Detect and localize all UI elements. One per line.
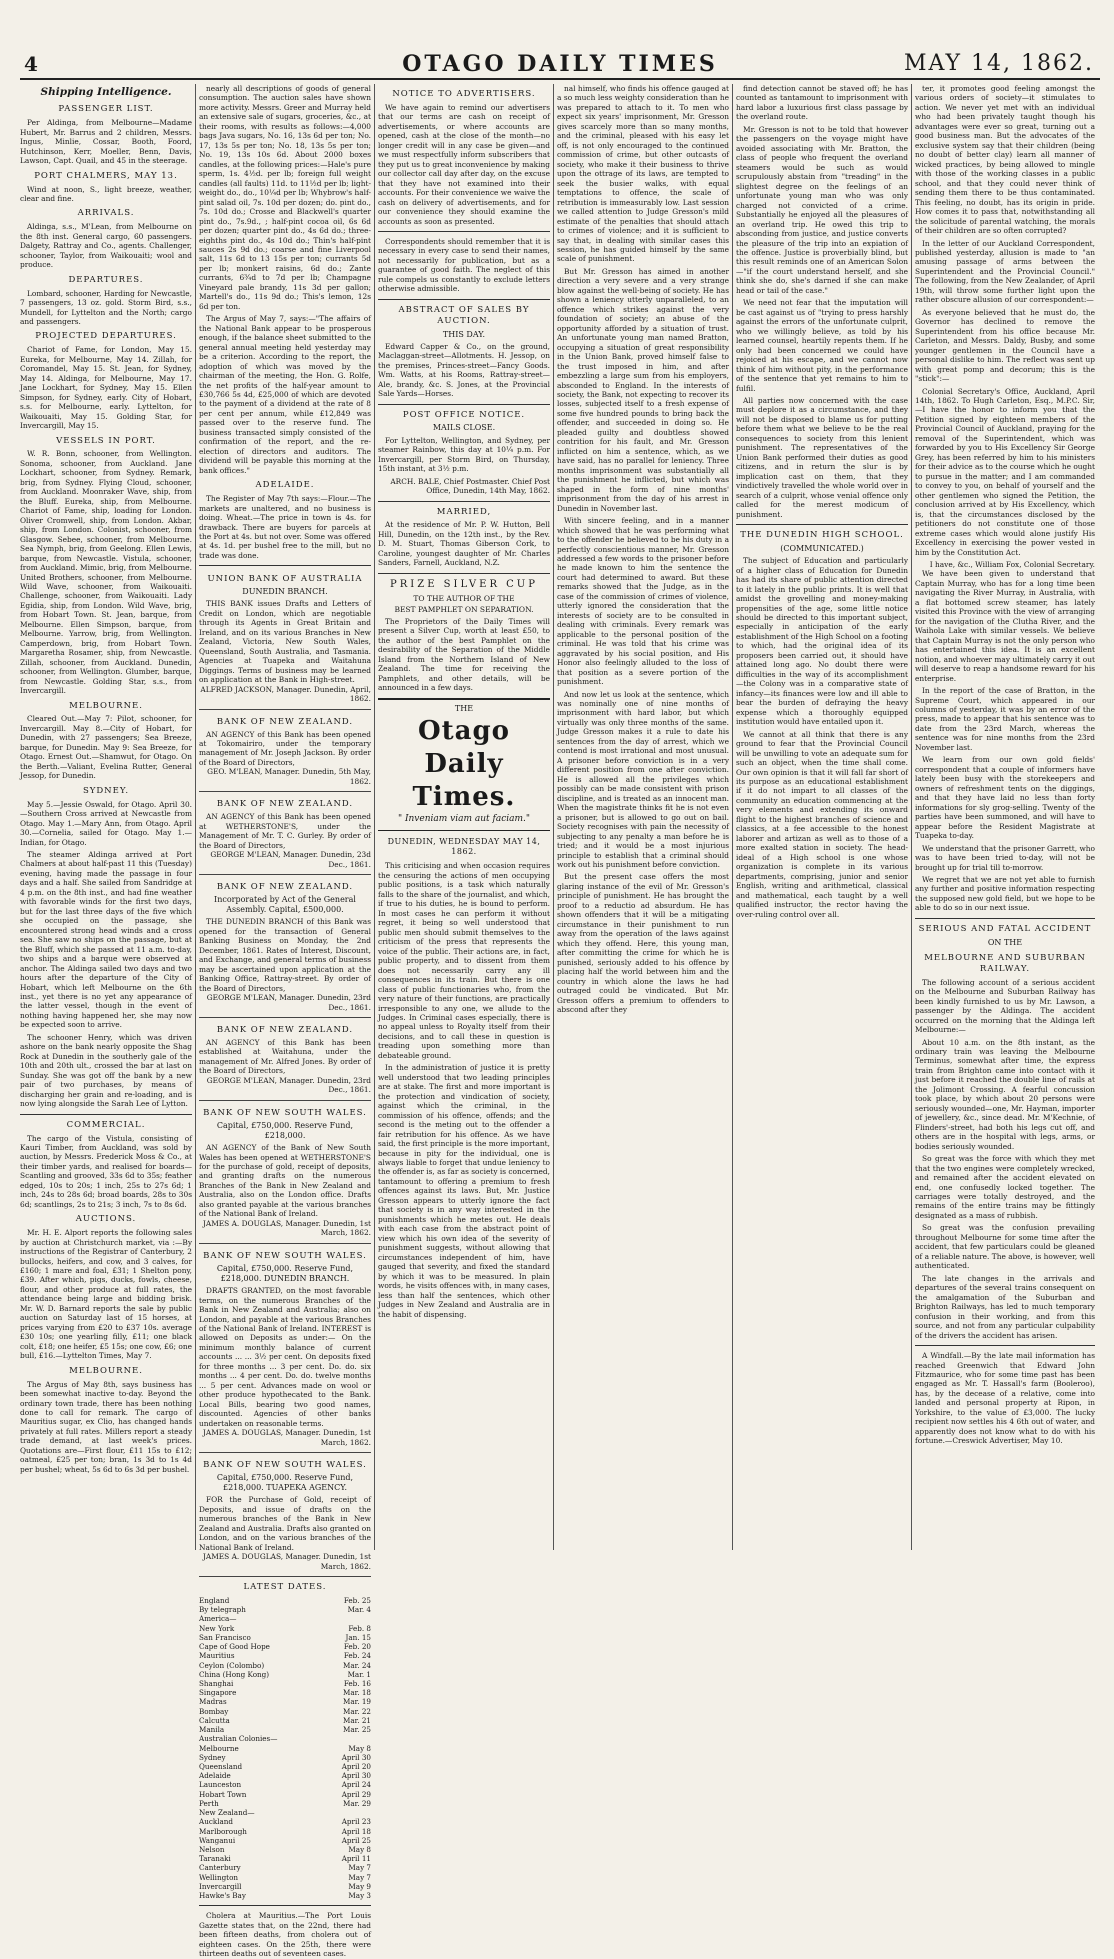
subsection-heading: ARRIVALS. [77,208,135,219]
ad-signature: GEORGE M'LEAN, Manager. Dunedin, 23d Dec., 1861. [210,850,371,869]
latest-dates-date: May 9 [348,1881,371,1891]
latest-dates-row [199,1808,371,1817]
paragraph: We have again to remind our advertisers that our terms are cash on receipt of advertisements, or where accounts are opened, cash at the close of the month—no longer credit will in any case be given—and we must respectfully inform subscribers that they put us to great inconvenience by making our collector call day after day, on the excuse that they have not examined into their accounts. For their convenience we waive the cash on delivery of advertisements, and for our convenience they should examine the accounts as soon as presented. [378,102,550,226]
divider [736,524,908,525]
notice-subheading: THIS DAY. [442,329,486,339]
latest-dates-row [199,1744,371,1753]
column-5-editorial [736,84,908,1550]
newspaper-title: OTAGO DAILY TIMES [402,51,718,77]
latest-dates-place: Bombay [199,1706,229,1716]
latest-dates-place: By telegraph [199,1605,246,1615]
issue-date: MAY 14, 1862. [903,51,1094,76]
column-6-news [915,84,1095,1550]
paragraph: The Argus of May 7, says:—"The affairs of the National Bank appear to be prosperous enough, if the balance sheet submitted to the general annual meeting held yesterday may be a criterion. According to the report, the adoption of which was moved by the chairman of the meeting, the Hon. G. Rolfe, the net profits of the half-year amount to £30,766 5s 4d, £25,000 of which are devoted to the payment of a dividend at the rate of 8 per cent per annum, while £12,849 was passed over to the reserve fund. The business transacted simply consisted of the confirmation of the report, and the re-election of directors and auditors. The dividend will be payable this morning at the bank offices." [199,314,371,475]
latest-dates-row [199,1891,371,1900]
ad-title: BANK OF NEW ZEALAND. [216,882,354,893]
latest-dates-date: April 24 [341,1780,371,1790]
notice-heading: POST OFFICE NOTICE. [402,409,526,420]
latest-dates-date: Mar. 18 [342,1688,371,1698]
ad-body: AN AGENCY of this Bank has been opened at WETHERSTONE'S, under the Management of Mr. T. C. Gurley. By order of the Board of Directors, [199,812,371,850]
latest-dates-place: Manila [199,1725,225,1735]
latest-dates-row [199,1799,371,1808]
latest-dates-place: America— [199,1614,237,1624]
latest-dates-row [199,1633,371,1642]
latest-dates-row [199,1688,371,1697]
latest-dates-date: April 25 [341,1835,371,1845]
latest-dates-row [199,1734,371,1743]
latest-dates-place: Queensland [199,1761,243,1771]
latest-dates-place: Cape of Good Hope [199,1642,270,1652]
paragraph: The Proprietors of the Daily Times will present a Silver Cup, worth at least £50, to the author of the best Pamphlet on the desirability of the Separation of the Middle Island from the Northern Island of New Zealand. The time for receiving the Pamphlets, and other details, will be announced in a few days. [378,616,550,692]
subsection-heading: MELBOURNE. [69,700,143,711]
latest-dates-place: Canterbury [199,1863,241,1873]
advertisement [199,1457,371,1577]
paragraph: In the report of the case of Bratton, in the Supreme Court, which appeared in our columns of yesterday, it was by an error of the press, made to appear that his sentence was to date from the 23rd March, whereas the sentence was for nine months from the 23rd November last. [915,686,1095,752]
column-rule [553,84,554,1550]
latest-dates-place: Adelaide [199,1771,231,1781]
latest-dates-heading: LATEST DATES. [243,1582,327,1593]
masthead [20,50,1100,80]
paragraph: Edward Capper & Co., on the ground, Maclaggan-street—Allotments. H. Jessop, on the premises, Princes-street—Fancy Goods. Wm. Watts, at his Rooms, Rattray-street—Ale, brandy, &c. S. Jones, at the Provincial Sale Yards—Horses. [378,341,550,399]
divider [378,299,550,300]
ad-signature: ALFRED JACKSON, Manager. Dunedin, April, 1862. [200,684,371,704]
subsection-heading: PASSENGER LIST. [58,104,154,115]
latest-dates-date: May 7 [348,1863,371,1873]
latest-dates-place: Hobart Town [199,1789,247,1799]
latest-dates-date: Jan. 15 [345,1632,371,1642]
article-heading: MELBOURNE AND SUBURBAN RAILWAY. [924,952,1086,974]
advertisement [199,1248,371,1453]
ad-title: BANK OF NEW ZEALAND. [216,799,354,810]
divider [199,1905,371,1906]
column-3-notices [378,84,550,1550]
subsection-heading: ADELAIDE. [255,480,315,491]
latest-dates-row [199,1882,371,1891]
paragraph: Correspondents should remember that it is necessary in every case to send their names, not necessarily for publication, but as a guarantee of good faith. The neglect of this rule compels us constantly to exclude letters otherwise admissible. [378,236,550,294]
divider [199,565,371,566]
paragraph: But Mr. Gresson has aimed in another direction a very severe and a very strange blow against the well-being of society. He has shown a leniency utterly unparalleled, to an offence which strikes against the very foundation of society; an abuse of the opportunity afforded by a situation of trust. An unfortunate young man named Bratton, occupying a situation of great responsibility in the Union Bank, proved himself false to the trust imposed in him, and after embezzling a large sum from his employers, absconded to England. In the interests of society, the Bank, not expecting to recover its losses, subjected itself to a fresh expense of some five hundred pounds to bring back the offender, and succeeded in doing so. He pleaded guilty and doubtless showed contrition for his fault, and Mr. Gresson inflicted on him a sentence, which, as we have said, has no parallel for leniency. Three months imprisonment was substantially all the punishment he inflicted, but which was shaped in the form of nine months' imprisonment from the day of his arrest in Dunedin in November last. [557,266,729,513]
latest-dates-row [199,1725,371,1734]
subsection-heading: MELBOURNE. [69,1365,143,1376]
paragraph: We need not fear that the imputation will be cast against us of "trying to press harshly against the errors of the unfortunate culprit, who we willingly believe, as told by his learned counsel, heartily repents them. If he only had been concerned we could have rejoiced at his escape, and we cannot now think of him without pity, in the performance of the sentence that yet remains to him to fulfil. [736,298,908,393]
paragraph: All parties now concerned with the case must deplore it as a circumstance, and they will not be disposed to blame us for putting before them what we believe to be the real consequences to society from this lenient punishment. The representatives of the Union Bank performed their duties as good citizens, and in return the slur is by implication cast on them, that they vindictively travelled the whole world over in search of a culprit, whose venial offence only called for the merest modicum of punishment. [736,396,908,519]
latest-dates-date: April 20 [341,1761,371,1771]
page-number: 4 [24,52,38,76]
article-subheading: ON THE [987,937,1023,947]
subsection-heading: VESSELS IN PORT. [56,435,156,446]
latest-dates-date: Mar. 25 [342,1725,371,1735]
latest-dates-place: Wanganui [199,1835,236,1845]
editorial-motto: " Inveniam viam aut faciam." [397,814,531,825]
paragraph: Wind at noon, S., light breeze, weather, clear and fine. [20,184,192,203]
ad-signature: JAMES A. DOUGLAS, Manager. Dunedin, 1st March, 1862. [202,1218,371,1238]
column-4-editorial [557,84,729,1550]
ad-subtitle: Capital, £750,000. Reserve Fund, £218,000. TUAPEKA AGENCY. [216,1472,354,1493]
latest-dates-row [199,1854,371,1863]
latest-dates-date: May 3 [348,1891,371,1901]
advertisement [199,1105,371,1244]
latest-dates-date: Feb. 25 [343,1596,371,1606]
paragraph: For Lyttelton, Wellington, and Sydney, per steamer Rainbow, this day at 10¼ p.m. For Invercargill, per Storm Bird, on Thursday, 15th instant, at 3½ p.m. [378,435,550,474]
latest-dates-date: May 8 [348,1844,371,1854]
paragraph: The Argus of May 8th, says business has been somewhat inactive to-day. Beyond the ordinary town trade, there has been nothing done to call for remark. The cargo of Mauritius sugar, ex Clio, has changed hands privately at full rates. Millers report a steady trade demand, at last week's prices. Quotations are—First flour, £11 15s to £12; oatmeal, £25 per ton; bran, 1s 3d to 1s 4d per bushel; wheat, 5s 6d to 6s 3d per bushel. [20,1379,192,1474]
latest-dates-place: Wellington [199,1872,239,1882]
latest-dates-row [199,1716,371,1725]
paragraph: As everyone believed that he must do, the Governor has declined to remove the Superintendent from his office because Mr. Carleton, and Messrs. Daldy, Busby, and some younger gentlemen in the Council have a personal dislike to him. The reflect was sent up with great pomp and decorum; this is the "stick":— [915,307,1095,384]
latest-dates-date: May 8 [348,1743,371,1753]
latest-dates-date [324,1614,371,1623]
paragraph: But the present case offers the most glaring instance of the evil of Mr. Gresson's principle of punishment. He has brought the proof to a reductio ad absurdum. He has shown offenders that it will be a mitigating circumstance in their punishment to run away from the operation of the laws against which they offend. Here, this young man, after committing the crime for which he is punished, seriously added to his offence by placing half the world between him and the country in which alone the laws he had outraged could be vindicated. But Mr. Gresson offers a premium to offenders to abscond after they [557,872,729,1014]
paragraph: The Register of May 7th says:—Flour.—The markets are unaltered, and no business is doing. Wheat.—The price in town is 4s. for drawback. There are buyers for parcels at the Port at 4s. but not over. Some was offered at 4s. 1d. per bushel free to the mill, but no trade was done. [199,494,371,560]
ad-signature: GEO. M'LEAN, Manager. Dunedin, 5th May, 1862. [207,767,371,786]
paragraph: And now let us look at the sentence, which was nominally one of nine months of imprisonment with hard labor, but which virtually was only three months of the same. Judge Gresson makes it a rule to date his sentences from the day of arrest, which we contend is most irrational and most unusual. A prisoner before conviction is in a very different position from one after conviction. He is allowed all the privileges which possibly can be made consistent with prison discipline, and is treated as an innocent man. When the magistrate thinks fit he is not even a prisoner, but is allowed to go out on bail. Society recognises with pain the necessity of subjecting to any penalty a man before he is tried; and it would be a most injurious principle to establish that a criminal should work out his punishment before conviction. [557,689,729,869]
divider [378,231,550,232]
latest-dates-place: Melbourne [199,1743,239,1753]
latest-dates-date: April 30 [341,1752,371,1762]
latest-dates-place: Shanghai [199,1679,234,1689]
advertisement [199,1022,371,1101]
ad-subtitle: Incorporated by Act of the General Assembly. Capital, £500,000. [214,894,356,915]
column-1-shipping [20,84,192,1550]
paragraph: This criticising and when occasion requires the censuring the actions of men occupying public positions, is a task which naturally falls to the share of the journalist, and which, if true to his duties, he is bound to perform. In most cases he can perform it without regret, it being so well understood that public men should submit themselves to the criticism of the press that represents the voice of the public. Their actions are, in fact, public property, and to dissent from them does not necessarily carry any ill consequences in its train. But there is one class of public functionaries who, from the very nature of their functions, are practically irresponsible to any one, we allude to the Judges. In Criminal cases especially, there is no appeal unless to Royalty itself from their decisions, and to call these in question is treading upon something more than debateable ground. [378,861,550,1060]
latest-dates-place: New Zealand— [199,1808,255,1818]
latest-dates-date: Mar. 22 [342,1706,371,1716]
editorial-the: THE [454,704,474,714]
ad-signature: GEORGE M'LEAN, Manager. Dunedin, 23rd Dec., 1861. [206,1075,371,1095]
column-rule [732,84,733,1550]
ad-body: FOR the Purchase of Gold, receipt of Deposits, and issue of drafts on the numerous branches of the Bank in New Zealand and Australia. Drafts also granted on London, and on the various branches of the National Bank of Ireland. [199,1495,371,1552]
latest-dates-date [324,1808,371,1817]
latest-dates-place: Australian Colonies— [199,1734,278,1744]
latest-dates-place: Madras [199,1697,227,1707]
paragraph: Mr. Gresson is not to be told that however the passengers on the voyage might have avoided associating with Mr. Bratton, the class of people who frequent the overland steamers would be such as would scrupulously abstain from "treading" in the slightest degree on the feelings of an unfortunate young man who was only charged not convicted of a crime. Substantially he enjoyed all the pleasures of an overland trip. He owed this trip to absconding from justice, and justice converts the pleasure of the trip into an expiation of the offence. Justice is proverbially blind, but this result reminds one of an American Solon—"if the court understand herself, and she think she do, she's darned if she can make head or tail of the case." [736,124,908,295]
ad-body: AN AGENCY of this Bank has been established at Waitahuna, under the management of Mr. Alfred Jones. By order of the Board of Directors, [199,1037,371,1076]
latest-dates-row [199,1605,371,1614]
notice-subheading: MAILS CLOSE. [432,423,496,433]
latest-dates-row [199,1651,371,1660]
subsection-heading: AUCTIONS. [75,1214,137,1225]
paragraph: In the letter of our Auckland Correspondent, published yesterday, allusion is made to "an amusing passage of arms between the Superintendent and the Provincial Council." The following, from the New Zealander, of April 19th, will throw some further light upon the rather obscure allusion of our correspondent:— [915,238,1095,305]
paragraph: find detection cannot be staved off; he has counted as tantamount to imprisonment with hard labor a luxurious first class passage by the overland route. [736,84,908,122]
latest-dates-row [199,1661,371,1670]
paragraph: Cholera at Mauritius.—The Port Louis Gazette states that, on the 22nd, there had been fifteen deaths, from cholera out of eighteen cases. On the 25th, there were thirteen deaths out of seventeen cases. [199,1911,371,1959]
latest-dates-place: New York [199,1623,235,1633]
latest-dates-date: Mar. 29 [342,1798,371,1808]
latest-dates-date: Mar. 4 [347,1605,371,1615]
notice-heading: NOTICE TO ADVERTISERS. [392,89,536,99]
ad-body: DRAFTS GRANTED, on the most favorable terms, on the numerous Branches of the Bank in New Zealand and Australia; also on London, and payable at the various Branches of the National Bank of Ireland. INTEREST is allowed on Deposits as under:— On the minimum monthly balance of current accounts ... ... 3½ per cent. On deposits fixed for three months ... 3 per cent. Do. do. six months ... 4 per cent. Do. do. twelve months ... 5 per cent. Advances made on wool or other produce hypothecated to the Bank. Local Bills, bearing two good names, discounted. Agencies of other banks undertaken on reasonable terms. [199,1286,371,1428]
paragraph: So great was the force with which they met that the two engines were completely wrecked, and remained after the accident elevated on end, one confusedly locked together. The carriages were totally destroyed, and the remains of the entire trains may be fittingly designated as a mass of rubbish. [915,1154,1095,1220]
latest-dates-row [199,1790,371,1799]
latest-dates-row [199,1697,371,1706]
letter-signature: I have, &c., William Fox, Colonial Secretary. [929,559,1095,569]
ad-signature: JAMES A. DOUGLAS, Manager. Dunedin, 1st March, 1862. [202,1552,371,1571]
latest-dates-place: Launceston [199,1780,242,1790]
latest-dates-place: China (Hong Kong) [199,1669,270,1679]
latest-dates-row [199,1827,371,1836]
paragraph: We understand that the prisoner Garrett, who was to have been tried to-day, will not be brought up for trial till to-morrow. [915,843,1095,872]
latest-dates-row [199,1836,371,1845]
divider [378,501,550,502]
latest-dates-date: Feb. 16 [343,1679,371,1689]
latest-dates-row [199,1670,371,1679]
column-rule [195,84,196,1550]
subsection-heading: SYDNEY. [82,785,130,796]
ad-signature: GEORGE M'LEAN, Manager. Dunedin, 23rd Dec., 1861. [206,993,371,1012]
latest-dates-date: Mar. 21 [342,1715,371,1725]
paragraph: We cannot at all think that there is any ground to fear that the Provincial Council will be unwilling to vote an adequate sum for such an object, when the time shall come. Our own opinion is that it will fall far short of its purpose as an educational establishment if it do not impart to all classes of the community an education commencing at the very elements and extending its onward flight to the highest branches of science and classics, at a fee accessible to the honest laborer and artizan as well as to those of a more exalted station in society. The head-ideal of a High school is one whose organization is complete in its various departments, comprising, junior and senior English, writing and arithmetical, classical and mathematical, each taught by a well qualified instructor, the rector having the over-ruling control over all. [736,729,908,919]
latest-dates-place: Mauritius [199,1651,235,1661]
editorial-dateline: DUNEDIN, WEDNESDAY MAY 14, 1862. [387,837,541,857]
section-title: Shipping Intelligence. [40,86,172,98]
prize-subheading: TO THE AUTHOR OF THE [413,593,515,603]
paragraph: Aldinga, s.s., M'Lean, from Melbourne on the 8th inst. General cargo, 60 passengers. Dalgety, Rattray and Co., agents. Challenger, schooner, Taylor, from Waikouaiti; wool and produce. [20,222,192,270]
latest-dates-place: Hawke's Bay [199,1891,246,1901]
ad-body: THE DUNEDIN BRANCH of this Bank was opened for the transaction of General Banking Business on Monday, the 2nd December, 1861. Rates of Interest, Discount, and Exchange, and general terms of business may be ascertained upon application at the Banking Office, Rattray-street. By order of the Board of Directors, [199,917,371,993]
column-2-banks [199,84,371,1959]
editorial-masthead [378,698,550,831]
paragraph: The schooner Henry, which was driven ashore on the bank nearly opposite the Shag Rock at Dunedin in the southerly gale of the 10th and 20th ult., crossed the bar at last on Sunday. She was got off the bank by a new pair of two purchases, by means of discharging her grain and re-loading, and is now lying alongside the Sarah Lee of Lytton. [20,1032,192,1109]
ad-body: THIS BANK issues Drafts and Letters of Credit on London, which are negotiable through its Agents in Great Britain and Ireland, and on its various Branches in New Zealand, Victoria, New South Wales, Queensland, South Australia, and Tasmania. Agencies at Tuapeka and Waitahuna Diggings. Terms of business may be learned on application at the Bank in High-street. [199,599,371,685]
paragraph: W. R. Bonn, schooner, from Wellington. Sonoma, schooner, from Auckland. Jane Lockhart, schooner, from Sydney. Remark, brig, from Sydney. Flying Cloud, schooner, from Auckland. Moonraker Wave, ship, from the Bluff. Eureka, ship, from Melbourne. Chariot of Fame, ship, loading for London. Oliver Cromwell, ship, from London. Akbar, ship, from London. Colonist, schooner, from Glasgow. Sebee, schooner, from Melbourne. Sea Nymph, brig, from Geelong. Ellen Lewis, barque, from Newcastle. Vistula, schooner, from Auckland. Mimic, brig, from Melbourne. United Brothers, schooner, from Melbourne. Wild Wave, schooner, from Waikouaiti. Challenge, schooner, from Waikouaiti. Lady Egidia, ship, from London. Wild Wave, brig, from Hobart Town. St. Jean, barque, from Melbourne. Ellen Simpson, barque, from Melbourne. Yarrow, brig, from Wellington. Camperdown, brig, from Hobart Town. Margaretha Rosamer, ship, from Newcastle. Zillah, schooner, from Auckland. Dunedin, schooner, from Wellington. Glumber, barque, from Newcastle. Golding Star, s.s., from Invercargill. [20,449,192,696]
paragraph: Lombard, schooner, Harding for Newcastle, 7 passengers, 13 oz. gold. Storm Bird, s.s., Mundell, for Lyttelton and the North; cargo and passengers. [20,288,192,326]
ad-title: BANK OF NEW ZEALAND. [216,716,354,727]
latest-dates-row [199,1845,371,1854]
ad-signature: JAMES A. DOUGLAS, Manager. Dunedin, 1st March, 1862. [202,1428,371,1447]
latest-dates-place: Marlborough [199,1826,247,1836]
subsection-heading: DEPARTURES. [68,274,144,285]
latest-dates-date: Feb. 24 [343,1651,371,1661]
latest-dates-date: Feb. 20 [343,1642,371,1652]
latest-dates-place: Nelson [199,1844,225,1854]
paragraph: We learn from our own gold fields' correspondent that a couple of informers have lately been busy with the storekeepers and owners of refreshment tents on the diggings, and that they have laid no less than forty informations for sly grog-selling. Twenty of the parties have been summoned, and will have to appear before the Resident Magistrate at Tuapeka to-day. [915,755,1095,841]
paragraph: The late changes in the arrivals and departures of the several trains consequent on the amalgamation of the Suburban and Brighton Railways, has led to much temporary confusion in their working, and from this source, and not from any particular culpability of the drivers the accident has arisen. [915,1273,1095,1340]
latest-dates-table [199,1596,371,1900]
paragraph: In the administration of justice it is pretty well understood that two leading principles are at stake. The first and more important is the protection and vindication of society, against which the criminal, in the commission of his offence, offends; and the second is the meting out to the offender a fair retribution for his offence. As we have said, the first principle is the more important, because in pity for the individual, one is always liable to forget that undue leniency to the offender is, as far as society is concerned, tantamount to offering a premium to fresh offences against its laws. But, Mr. Justice Gresson appears to utterly ignore the fact that society is in any way interested in the punishments which he metes out. He deals with each case from the abstract point of view which his own idea of the severity of punishment suggests, without allowing that circumstances independent of him, have gauged that severity, and fixed the standard by which it was to be measured. In plain words, he visits offences with, in many cases, less than half the sentences, which other Judges in New Zealand and Australia are in the habit of dispensing. [378,1063,550,1319]
latest-dates-date: Mar. 19 [342,1697,371,1707]
latest-dates-date: Feb. 8 [348,1623,371,1633]
subsection-heading: PROJECTED DEPARTURES. [35,331,177,342]
paragraph: The steamer Aldinga arrived at Port Chalmers at about half-past 11 this (Tuesday) evening, having made the passage in four days and a half. She sailed from Sandridge at 4 p.m. on the 8th inst., and had fine weather with favorable winds for the first two days, but for the last three days of the five which she occupied on the passage, she encountered strong head winds and a cross sea. She saw no ships on the passage, but at the Bluff, which she passed at 11 a.m. to-day, two ships and a barque were observed at anchor. The Aldinga sailed two days and two hours after the departure of the City of Hobart, which left Melbourne on the 6th inst., yet there is no yet any appearance of the latter vessel, though in the event of nothing having happened her, she may now be expected soon to arrive. [20,849,192,1030]
latest-dates-date: May 7 [348,1872,371,1882]
notice-heading: ABSTRACT OF SALES BY AUCTION. [398,304,530,326]
advertisement [199,571,371,709]
paragraph: The subject of Education and particularly of a higher class of Education for Dunedin has had its share of public attention directed to it lately in the public prints. It is well that amidst the grovelling and money-making propensities of the age, some little notice should be directed to this important subject, especially in anticipation of the early establishment of the High School on a footing to which, had the original idea of its proposers been carried out, it should have attained long ago. No doubt there were difficulties in the way of its accomplishment—the Colony was in a comparative state of infancy—its finances were low and ill able to bear the burden of defraying the heavy expense which a thoroughly equipped institution would have entailed upon it. [736,556,908,727]
latest-dates-place: San Francisco [199,1632,251,1642]
paragraph: The following account of a serious accident on the Melbourne and Suburban Railway has been kindly furnished to us by Mr. Lawson, a passenger by the Aldinga. The accident occurred on the morning that the Aldinga left Melbourne:— [915,977,1095,1035]
divider [378,404,550,405]
paragraph: With sincere feeling, and in a manner which showed that he was performing what to the offender he believed to be his duty in a perfectly conscientious manner, Mr. Gresson addressed a few words to the prisoner before he made known to him the sentence the court had determined to award. But these remarks showed that the Judge, as in the case of the commission of crimes of violence, utterly ignored the consideration that the interests of society are to be consulted in dealing with criminals. Every remark was applicable to the personal position of the criminal. He was told that his crime was aggravated by his social position, and His Honor also feelingly alluded to the loss of that position as a severe portion of the punishment. [557,516,729,687]
paragraph: nearly all descriptions of goods of general consumption. The auction sales have shown more activity. Messrs. Greer and Murray held an extensive sale of sugars, groceries, &c., at their rooms, with results as follows:—4,000 bags Java sugars, No. 16, 13s 6d per ton; No. 17, 13s 5s per ton; No. 18, 13s 5s per ton; No. 19, 13s 10s 6d. About 2000 boxes candles, at the following prices:—Hale's pure sperm, 1s. 4½d. per lb; foreign full weight candles (all faults) 11d. to 11½d per lb; light-weight do., do., 10¼d per lb; Whybrow's half-pint salad oil, 7s. 10d per dozen; do. pint do., 7s. 10d do.; Crosse and Blackwell's quarter pint do., 7s.9d., ; half-pint cocoa oil, 6s 6d per dozen; quarter pint do., 4s 6d do.; three-eighths pint do., 4s 10d do.; Thin's half-pint sauces 2s 9d do.; coarse and fine Liverpool salt, 11s 6d to 13 15s per ton; currants 5d per lb; monkert raisins, 6d do.; Zante currants, 6¾d to 7d per lb; Champagne Vineyard pale brandy, 11s 3d per gallon; Martell's do., 11s 9d do.; This's lemon, 12s 6d per ton. [199,84,371,311]
latest-dates-place: Ceylon (Colombo) [199,1660,265,1670]
latest-dates-row [199,1780,371,1789]
paragraph: Colonial Secretary's Office, Auckland, April 14th, 1862. To Hugh Carleton, Esq., M.P.C. Sir,—I have the honor to inform you that the Petition signed by eighteen members of the Provincial Council of Auckland, praying for the removal of the Superintendent, which was forwarded by you to His Excellency Sir George Grey, has been referred by him to his ministers for their advice as to the course which he ought to pursue in the matter; and I am commanded to convey to you, on behalf of yourself and the other gentlemen who signed the Petition, the conclusion arrived at by His Excellency, which is, that the circumstances disclosed by the petitioners do not constitute one of those extreme cases which would alone justify His Excellency in exercising the power vested in him by the Constitution Act. [915,386,1095,557]
latest-dates-row [199,1642,371,1651]
latest-dates-place: Calcutta [199,1715,230,1725]
ad-body: AN AGENCY of the Bank of New South Wales has been opened at WETHERSTONE'S for the purchase of gold, receipt of deposits, and granting drafts on the numerous Branches of the Bank in New Zealand and Australia, also on the London office. Drafts also granted payable at the various branches of the National Bank of Ireland. [199,1143,371,1219]
paragraph: Mr. H. E. Alport reports the following sales by auction at Christchurch market, via :—By instructions of the Registrar of Canterbury, 2 bullocks, heifers, and cow, and 3 calves, for £160; 1 mare and foal, £31; 1 Shelton pony, £39. After which, pigs, ducks, fowls, cheese, flour, and other produce at full rates, the attendance being large and bidding brisk. Mr. W. D. Barnard reports the sale by public auction on Saturday last of 15 horses, at prices varying from £20 to £37 10s. average £30 10s; one yearling filly, £11; one black colt, £18; one heifer, £5 15s; one cow, £6; one bull, £16.—Lyttelton Times, May 7. [20,1228,192,1361]
latest-dates-place: Invercargill [199,1881,242,1891]
latest-dates-date: April 23 [341,1817,371,1827]
prize-subheading: BEST PAMPHLET ON SEPARATION. [394,605,534,615]
paragraph: We regret that we are not yet able to furnish any further and positive information respecting the supposed new gold field, but we hope to be able to do so in our next issue. [915,874,1095,913]
latest-dates-row [199,1596,371,1605]
subsection-heading: COMMERCIAL. [66,1119,146,1130]
latest-dates-place: Taranaki [199,1854,231,1864]
paragraph: A Windfall.—By the late mail information has reached Greenwich that Edward John Fitzmaurice, who for some time past has been engaged as Mr. T. Hassall's farm (Booleroo), has, by the decease of a relative, come into landed and personal property at Ripon, in Yorkshire, to the value of £3,000. The lucky recipient now settles his 4 6th out of water, and apparently does not know what to do with his fortune.—Creswick Advertiser, May 10. [915,1351,1095,1446]
divider [378,573,550,574]
ad-body: AN AGENCY of this Bank has been opened at Tokomairiro, under the temporary management of Mr. Joseph Jackson. By order of the Board of Directors, [199,729,371,767]
latest-dates-place: Sydney [199,1752,226,1762]
divider [915,918,1095,919]
paragraph: May 5.—Jessie Oswald, for Otago. April 30.—Southern Cross arrived at Newcastle from Otago. May 1.—Mary Ann, from Otago. April 30.—Cornelia, sailed for Otago. May 1.—Indian, for Otago. [20,799,192,847]
advertisement [199,879,371,1018]
ad-subtitle: Capital, £750,000. Reserve Fund, £218,000. DUNEDIN BRANCH. [216,1263,354,1283]
latest-dates-date [324,1734,371,1743]
prize-heading: PRIZE SILVER CUP [390,578,538,590]
latest-dates-row [199,1624,371,1633]
ad-title: UNION BANK OF AUSTRALIA [207,574,363,585]
latest-dates-row [199,1753,371,1762]
paragraph: So great was the confusion prevailing throughout Melbourne for some time after the accident, that few particulars could be gleaned of a reliable nature. The above, is however, well authenticated. [915,1223,1095,1271]
latest-dates-place: England [199,1596,230,1606]
ad-subtitle: DUNEDIN BRANCH. [242,587,328,597]
column-rule [911,84,912,1550]
latest-dates-row [199,1614,371,1623]
ad-title: BANK OF NEW ZEALAND. [216,1025,354,1036]
latest-dates-place: Auckland [199,1817,234,1827]
paragraph: At the residence of Mr. P. W. Hutton, Bell Hill, Dunedin, on the 12th inst., by the Rev. D. M. Stuart, Thomas Giberson Cork, to Caroline, youngest daughter of Mr. Charles Sanders, Farnell, Auckland, N.Z. [378,520,550,568]
notice-heading: MARRIED, [436,506,492,517]
latest-dates-place: Perth [199,1798,219,1808]
article-heading: SERIOUS AND FATAL ACCIDENT [918,923,1092,934]
article-subheading: (COMMUNICATED.) [780,543,864,553]
paragraph: Per Aldinga, from Melbourne—Madame Hubert, Mr. Barrus and 2 children, Messrs. Ingus, Minlie, Cossar, Booth, Foord, Hutchinson, Kerr, Moeller, Benn, Davis, Lawson, Capt. Quail, and 45 in the steerage. [20,118,192,166]
ad-title: BANK OF NEW SOUTH WALES. [203,1460,367,1471]
latest-dates-row [199,1873,371,1882]
latest-dates-date: April 18 [341,1826,371,1836]
advertisement [199,714,371,793]
latest-dates-place: Singapore [199,1688,237,1698]
latest-dates-date: April 11 [341,1854,371,1864]
latest-dates-row [199,1707,371,1716]
paragraph: The cargo of the Vistula, consisting of Kauri Timber, from Auckland, was sold by auction, by Messrs. Frederick Moss & Co., at their timber yards, and realised for boards—Scantling and grooved, 33s 6d to 35s; feather edged, 10s to 20s; 1 inch, 25s to 27s 6d; 1 inch, 24s to 28s 6d; broad boards, 28s to 30s 6d; scantlings, 2s to 21s; 3 inch, 7s to 8s 6d. [20,1133,192,1209]
latest-dates-row [199,1771,371,1780]
divider [915,1345,1095,1346]
ad-title: BANK OF NEW SOUTH WALES. [203,1107,367,1118]
latest-dates-row [199,1817,371,1826]
advertisement [199,796,371,875]
paragraph: Chariot of Fame, for London, May 15. Eureka, for Melbourne, May 14. Zillah, for Coromandel, May 15. St. Jean, for Sydney, May 14. Aldinga, for Melbourne, May 17. Jane Lockhart, for Sydney, May 15. Ellen Simpson, for Sydney, early. City of Hobart, s.s. for Melbourne, early. Lyttelton, for Waikouaiti, May 15. Golding Star, for Invercargill, May 15. [20,345,192,431]
latest-dates-date: Mar. 1 [347,1669,371,1679]
notice-signature: ARCH. BALE, Chief Postmaster. Chief Post Office, Dunedin, 14th May, 1862. [390,476,550,496]
article-heading: THE DUNEDIN HIGH SCHOOL. [740,530,904,541]
latest-dates-row [199,1679,371,1688]
divider [20,1114,192,1115]
subsection-heading: PORT CHALMERS, MAY 13. [34,170,178,181]
ad-subtitle: Capital, £750,000. Reserve Fund, £218,000. [216,1120,354,1140]
paragraph: About 10 a.m. on the 8th instant, as the ordinary train was leaving the Melbourne Terminus, somewhat after time, the express train from Brighton came into contact with it just before it reached the double line of rails at the Jolimont Crossing. A fearful concussion took place, by which about 20 persons were seriously wounded—one, Mr. Hayman, importer of jewellery, &c., since dead. Mr. M'Kechnie, of Flinders'-street, had both his legs cut off, and others are in the hospital with legs, arms, or bodies seriously wounded. [915,1037,1095,1151]
latest-dates-row [199,1863,371,1872]
paragraph: ter, it promotes good feeling amongst the various orders of society—it stimulates to action. We never yet met with an individual who had been privately taught though his advantages were ever so great, turning out a good business man. But the advocates of the exclusive system say that their children (being no doubt of better clay) learn all manner of wicked practices, by being allowed to mingle with those of the working classes in a public school, and that they could never think of sending them there to be thus contaminated. This feeling, no doubt, has its origin in pride. How comes it to pass that, notwithstanding all the solicitude of parental watching, the morals of their children are so often corrupted? [915,84,1095,236]
ad-title: BANK OF NEW SOUTH WALES. [203,1250,367,1261]
column-rule [374,84,375,1550]
latest-dates-row [199,1762,371,1771]
latest-dates-date: April 30 [341,1771,371,1781]
paragraph: nal himself, who finds his offence gauged at a so much less weighty consideration than he was prepared to attach to it. To men who expect six years' imprisonment, Mr. Gresson gives scarcely more than so many months, and the criminal, pleased with his easy let off, is not only encouraged to the continued commission of crime, but other outcasts of society, who make it their business to thrive upon the ottrage of its laws, are tempted to seek the busier walks, with equal temptations to offence, the scale of retribution is immeasurably low. Last session we called attention to Judge Gresson's mild estimate of the penalties that should attach to crimes of violence; and it is sufficient to say that, in dealing with similar cases this session, he has guided himself by the same scale of punishment. [557,84,729,264]
editorial-paper-name: Otago Daily Times. [412,715,516,813]
latest-dates-date: April 29 [341,1789,371,1799]
paragraph: Cleared Out.—May 7: Pilot, schooner, for Invercargill. May 8.—City of Hobart, for Dunedin, with 27 passengers; Sea Breeze, barque, for Dunedin. May 9: Sea Breeze, for Otago. Ernest Out.—Shamwut, for Otago. On the Berth.—Valiant, Evelina Rutter, General Jessop, for Dunedin. [20,714,192,781]
paragraph: We have been given to understand that Captain Murray, who has for a long time been navigating the River Murray, in Australia, with a flat bottomed screw steamer, has lately visited this Province with the view of arranging for the navigation of the Clutha River, and the Waihola Lake with similar vessels. We believe that Captain Murray is not the only person who has entertained this idea. It is an excellent notion, and whoever may ultimately carry it out will deserve to reap a handsome reward for his enterprise. [915,569,1095,683]
latest-dates-date: Mar. 24 [342,1660,371,1670]
